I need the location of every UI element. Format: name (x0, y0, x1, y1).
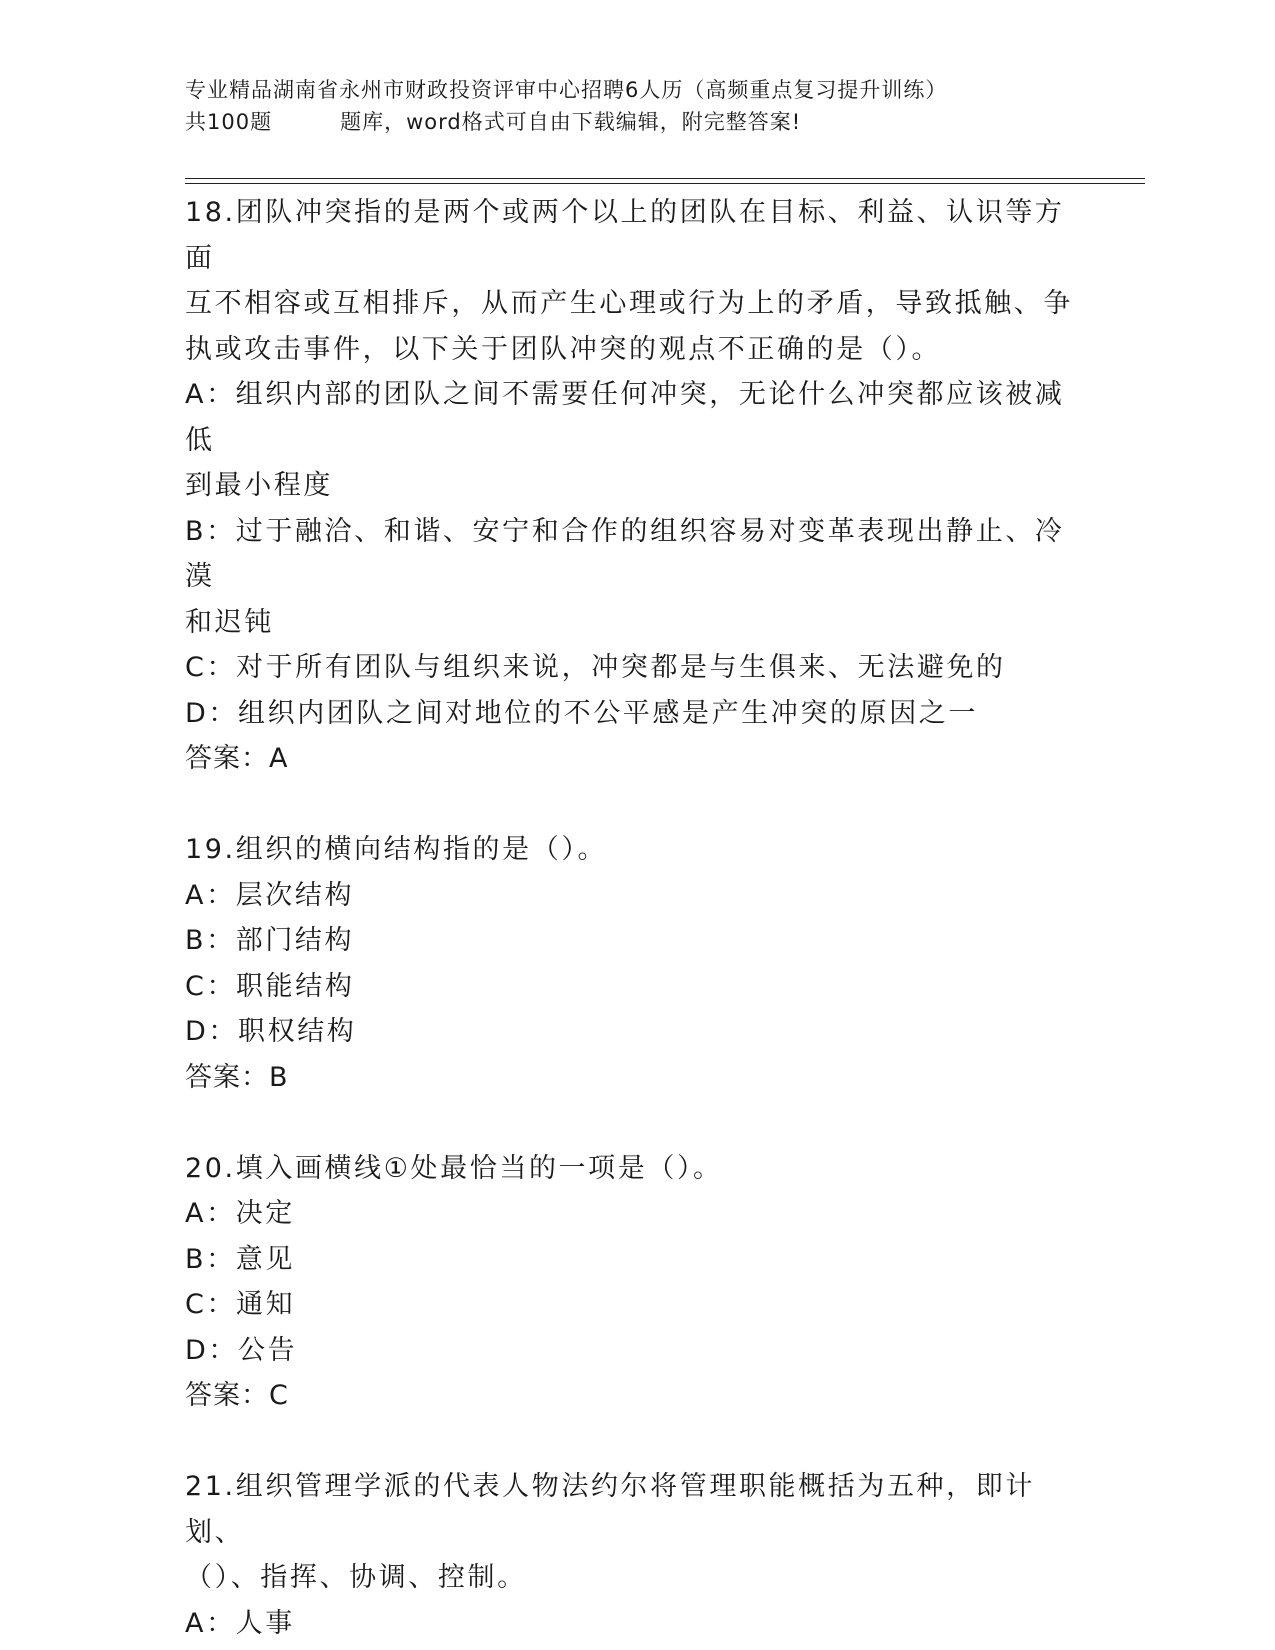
header-question-count: 共100题 (185, 110, 273, 134)
header-description: 题库，word格式可自由下载编辑，附完整答案! (340, 110, 802, 134)
option-c: C：职能结构 (185, 970, 355, 1002)
question-stem-line: 21.组织管理学派的代表人物法约尔将管理职能概括为五种，即计划、 (185, 1471, 1035, 1548)
question-list (185, 190, 1085, 1646)
option-b-continued: 和迟钝 (185, 606, 274, 638)
question-stem-line: （）、指挥、协调、控制。 (185, 1562, 527, 1593)
answer-line: 答案：C (185, 1380, 289, 1411)
document-header (185, 74, 1145, 138)
question-18 (185, 190, 1085, 782)
option-a: A：人事 (185, 1607, 295, 1639)
option-c: C：通知 (185, 1289, 296, 1320)
question-19 (185, 827, 1085, 1100)
question-stem-line: 互不相容或互相排斥，从而产生心理或行为上的矛盾，导致抵触、争 (185, 288, 1073, 319)
option-a: A：组织内部的团队之间不需要任何冲突，无论什么冲突都应该被减低 (185, 379, 1065, 456)
option-d: D：公告 (185, 1334, 298, 1366)
option-d: D：组织内团队之间对地位的不公平感是产生冲突的原因之一 (185, 697, 978, 729)
question-spacer (185, 1419, 1085, 1465)
header-subtitle (185, 106, 1145, 138)
option-b: B：部门结构 (185, 925, 355, 956)
option-d: D：职权结构 (185, 1016, 357, 1047)
answer-line: 答案：A (185, 743, 289, 774)
question-21 (185, 1464, 1085, 1646)
option-a-continued: 到最小程度 (185, 470, 333, 501)
question-spacer (185, 782, 1085, 828)
option-a: A：层次结构 (185, 879, 355, 911)
question-20 (185, 1146, 1085, 1419)
header-title: 专业精品湖南省永州市财政投资评审中心招聘6人历（高频重点复习提升训练） (185, 78, 948, 102)
question-stem-line: 19.组织的横向结构指的是（）。 (185, 834, 608, 865)
question-stem-line: 18.团队冲突指的是两个或两个以上的团队在目标、利益、认识等方面 (185, 197, 1065, 274)
option-a: A：决定 (185, 1198, 295, 1229)
answer-line: 答案：B (185, 1061, 289, 1093)
option-c: C：对于所有团队与组织来说，冲突都是与生俱来、无法避免的 (185, 652, 1006, 683)
question-spacer (185, 1100, 1085, 1146)
question-stem-line: 执或攻击事件，以下关于团队冲突的观点不正确的是（）。 (185, 333, 942, 365)
header-divider-bottom (185, 183, 1145, 184)
header-divider-top (185, 178, 1145, 179)
option-b: B：意见 (185, 1243, 295, 1275)
option-b: B：过于融洽、和谐、安宁和合作的组织容易对变革表现出静止、冷漠 (185, 515, 1065, 592)
question-stem-line: 20.填入画横线①处最恰当的一项是（）。 (185, 1152, 723, 1184)
